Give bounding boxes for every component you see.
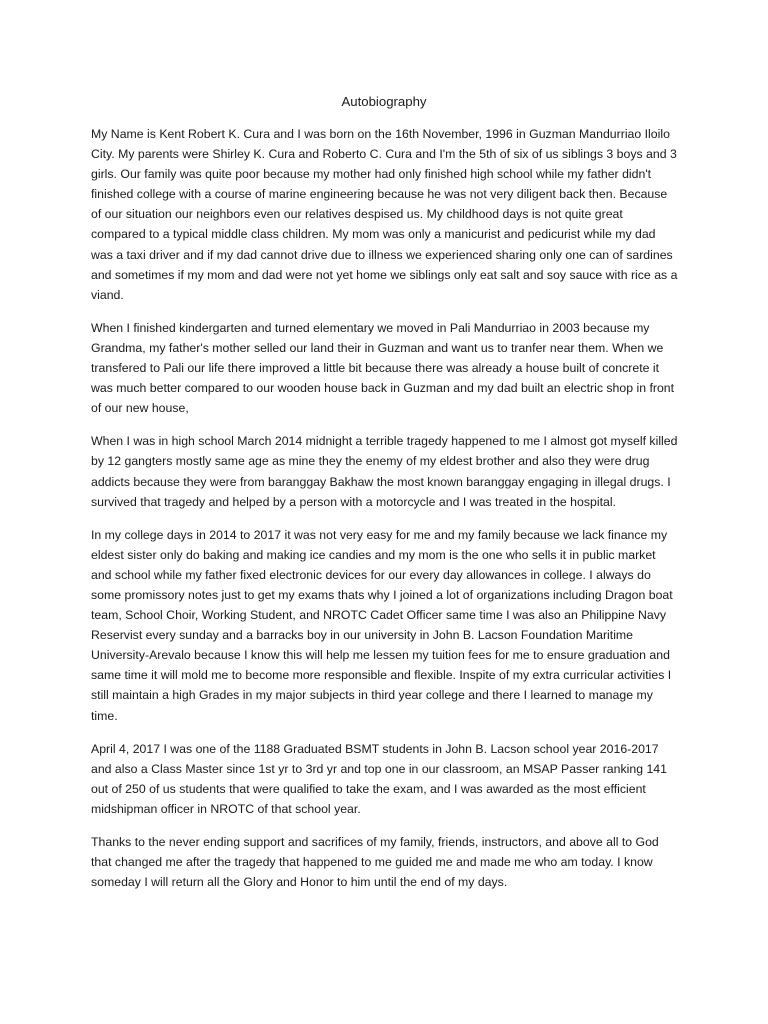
paragraph-college-days: In my college days in 2014 to 2017 it was not very easy for me and my family because we lack finance my eldest sister only do baking and making ice candies and my mom is the one who sells it in public market and school while my father fixed electronic devices for our every day allowances in college. I always do some promissory notes just to get my exams thats why I joined a lot of organizations including Dragon boat team, School Choir, Working Student, and NROTC Cadet Officer same time I was also an Philippine Navy Reservist every sunday and a barracks boy in our university in John B. Lacson Foundation Maritime University-Arevalo because I know this will help me lessen my tuition fees for me to ensure graduation and same time it will mold me to become more responsible and flexible. Inspite of my extra curricular activities I still maintain a high Grades in my major subjects in third year college and there I learned to manage my time. xyxy=(91,527,673,723)
document-body xyxy=(91,124,679,905)
paragraph-move-to-pali: When I finished kindergarten and turned elementary we moved in Pali Mandurriao in 2003 because my Grandma, my father's mother selled our land their in Guzman and want us to tranfer near them. When we transfered to Pali our life there improved a little bit because there was already a house built of concrete it was much better compared to our wooden house back in Guzman and my dad built an electric shop in front of our new house, xyxy=(91,320,675,416)
paragraph-high-school-tragedy: When I was in high school March 2014 midnight a terrible tragedy happened to me I almost got myself killed by 12 gangters mostly same age as mine they the enemy of my eldest brother and also they were drug addicts because they were from baranggay Bakhaw the most known baranggay engaging in illegal drugs. I survived that tragedy and helped by a person with a motorcycle and I was treated in the hospital. xyxy=(91,434,678,509)
document-title: Autobiography xyxy=(341,94,427,109)
paragraph-early-life: My Name is Kent Robert K. Cura and I was born on the 16th November, 1996 in Guzman Mandurriao Iloilo City. My parents were Shirley K. Cura and Roberto C. Cura and I'm the 5th of six of us siblings 3 boys and 3 girls. Our family was quite poor because my mother had only finished high school while my father didn't finished college with a course of marine engineering because he was not very diligent back then. Because of our situation our neighbors even our relatives despised us. My childhood days is not quite great compared to a typical middle class children. My mom was only a manicurist and pedicurist while my dad was a taxi driver and if my dad cannot drive due to illness we experienced sharing only one can of sardines and sometimes if my mom and dad were not yet home we siblings only eat salt and soy sauce with rice as a viand. xyxy=(91,127,678,302)
paragraph-graduation: April 4, 2017 I was one of the 1188 Graduated BSMT students in John B. Lacson school year 2016-2017 and also a Class Master since 1st yr to 3rd yr and top one in our classroom, an MSAP Passer ranking 141 out of 250 of us students that were qualified to take the exam, and I was awarded as the most efficient midshipman officer in NROTC of that school year. xyxy=(91,741,667,816)
paragraph-gratitude: Thanks to the never ending support and sacrifices of my family, friends, instructors, and above all to God that changed me after the tragedy that happened to me guided me and made me who am today. I know someday I will return all the Glory and Honor to him until the end of my days. xyxy=(91,835,659,890)
